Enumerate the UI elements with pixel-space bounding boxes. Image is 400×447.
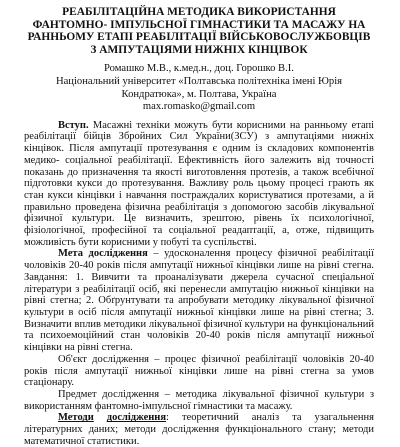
intro-label: Вступ. [58, 119, 89, 131]
methods-paragraph [24, 412, 374, 447]
intro-text: Масажні техніки можуть бути корисними на ранньому етапі реабілітації бійців Збройних Сил України(ЗСУ) з ампутаціями нижніх кінцівок. Після ампутації протезування є одним із складових компонентів медико- соціальної реабілітації. Ефективність його залежить від точності показань до призначення та якості виготовлення протезів, а також всебічної підготовки кукси до протезування. Важливу роль цьому процесі грають як стан кукси кінцівки і навчання постраждалих користуватися протезами, а й правильно проведена фізична реабілітація з допомогою засобів лікувальної фізичної культури. Це визначить, зрештою, рівень їх психологічної, фізіологічної, професійної та соціальної реадаптації, а, отже, підвищить можливість бути корисними у побуті та суспільстві. [24, 119, 374, 248]
methods-label-word: Методи [58, 412, 94, 424]
author-email: max.romasko@gmail.com [142, 101, 256, 113]
object-paragraph: Об'єкт дослідження – процес фізичної реабілітації чоловіків 20-40 років після ампутації нижньої кінцівки лише на рівні стегна за умов стаціонару. [24, 353, 374, 389]
aim-paragraph [24, 248, 374, 353]
paper-title: РЕАБІЛІТАЦІЙНА МЕТОДИКА ВИКОРИСТАННЯ ФАНТОМНО- ІМПУЛЬСНОЇ ГІМНАСТИКИ ТА МАСАЖУ НА РАННЬОМУ ЕТАПІ РЕАБІЛІТАЦІЇ ВІЙСЬКОВОСЛУЖБОВЦІВ З АМПУТАЦІЯМИ НИЖНІХ КІНЦІВОК [27, 6, 371, 56]
aim-text: – удосконалення процесу фізичної реабілітації чоловіків 20-40 років після ампутації нижньої кінцівки лише на рівні стегна. Завдання: 1. Вивчити та проаналізувати джерела сучасної спеціальної літератури з реабілітації осіб, які перенесли ампутацію нижньої кінцівки на рівні стегна; 2. Обґрунтувати та апробувати методику лікувальної фізичної культури в осіб після ампутації нижньої кінцівки лише на рівні стегна; 3. Визначити вплив методики лікувальної фізичної культури на функціональний та психоемоційний стан чоловіків 20-40 років після ампутації нижньої кінцівки на рівні стегна. [24, 248, 374, 354]
affiliation-line: Національний університет «Полтавська політехніка імені Юрія Кондратюка», м. Полтава, Україна [55, 75, 343, 100]
intro-paragraph [24, 120, 374, 249]
methods-text: : теоретичний аналіз та узагальнення літературних даних; методи дослідження функціонального стану; методи математичної статистики. [24, 412, 374, 447]
methods-label-word-2: дослідження [106, 412, 167, 424]
subject-paragraph: Предмет дослідження – методика лікувальної фізичної культури з використанням фантомно-імпульсної гімнастики та масажу. [24, 388, 374, 412]
aim-label: Мета дослідження [58, 248, 148, 260]
authors-line: Ромашко М.В., к.мед.н., доц. Горошко В.І. [104, 63, 294, 75]
